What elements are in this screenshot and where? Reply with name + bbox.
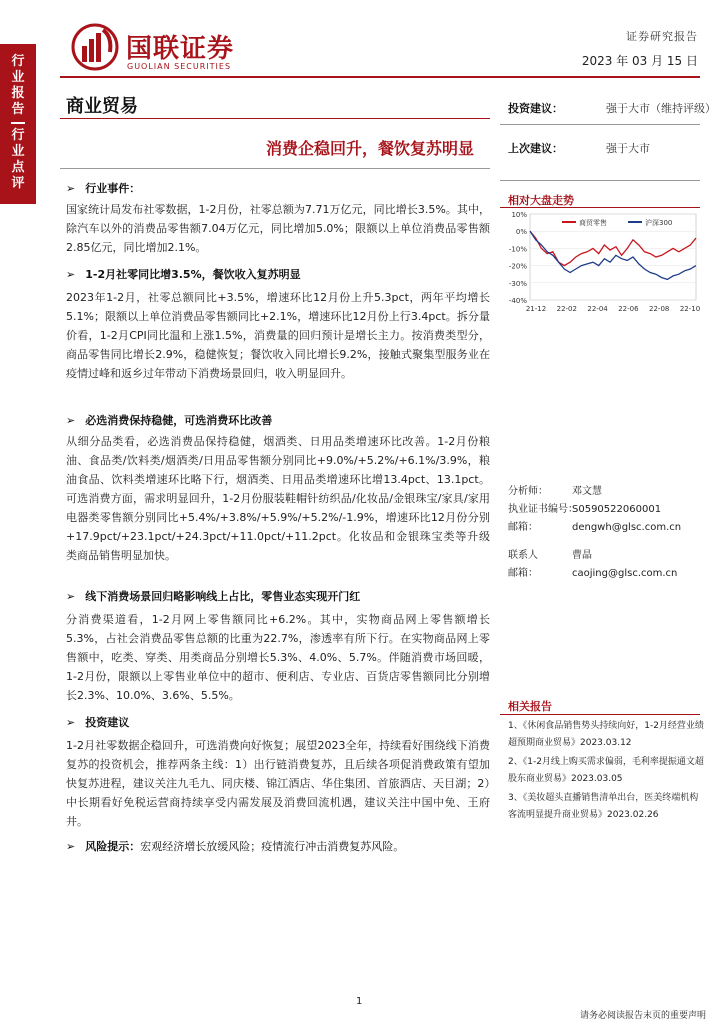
rating-prev-label: 上次建议：: [508, 142, 563, 155]
relative-performance-chart: [500, 208, 700, 318]
chart-y-tick-label: -30%: [508, 279, 527, 288]
analyst-cert-row: 执业证书编号：S0590522060001: [508, 504, 662, 515]
related-divider: [500, 714, 700, 715]
disclaimer-note: 请务必阅读报告末页的重要声明: [579, 1011, 706, 1021]
sidebar-text: 行 业 报 告 行 业 点 评: [11, 54, 25, 191]
related-reports-title: 相关报告: [508, 700, 552, 713]
chart-y-tick-label: -20%: [508, 262, 527, 271]
headline-divider: [60, 168, 490, 169]
chart-y-tick-label: -40%: [508, 297, 527, 305]
chart-x-tick-label: 22-10: [679, 305, 700, 313]
section-heading: ➢ 投资建议: [66, 716, 130, 729]
section-paragraph: 从细分品类看，必选消费品保持稳健，烟酒类、日用品类增速环比改善。1-2月份粮油、食品类/饮料类/烟酒类/日用品零售额分别同比+9.0%/+5.2%/+6.1%/3.9%，粮油食品、饮料类增速环比略下行，烟酒类、日用品类增速环比增13.4pct、13.1pct。可选消费方面，需求明显回升，1-2月份服装鞋帽针纺织品/化妆品/金银珠宝/家具/家用电器类零售额分别同比+5.4%/+3.8%/+5.9%/+5.2%/-1.9%，增速环比12月份分别+17.9pct/+23.1pct/+24.3pct/+11.0pct/+11.2pct。化妆品和金银珠宝类等升级类商品销售明显加快。: [66, 435, 490, 562]
industry-title: 商业贸易: [66, 96, 138, 117]
chart-title: 相对大盘走势: [508, 194, 574, 207]
analyst-name: 邓文慧: [572, 486, 602, 497]
rating-divider: [500, 124, 700, 125]
arrow-bullet-icon: ➢: [66, 716, 76, 729]
report-type: 证券研究报告: [626, 30, 698, 43]
arrow-bullet-icon: ➢: [66, 590, 76, 603]
section-heading: ➢ 行业事件：: [66, 182, 141, 195]
report-headline: 消费企稳回升，餐饮复苏明显: [265, 139, 474, 158]
page-number: 1: [356, 996, 363, 1007]
contact-name: 曹晶: [572, 550, 592, 561]
section-paragraph: 1-2月社零数据企稳回升，可选消费向好恢复；展望2023全年，持续看好围绕线下消费复苏的投资机会，推荐两条主线：1）出行链消费复苏，且后续各项促消费政策有望加快复苏进程，建议关注九毛九、同庆楼、锦江酒店、华住集团、首旅酒店、天目湖；2）中长期看好免税运营商持续享受内需发展及消费回流机遇，建议关注中国中免、王府井。: [66, 739, 490, 828]
chart-x-tick-label: 22-08: [649, 305, 670, 313]
logo-chinese: 国联证券: [126, 34, 235, 64]
chart-x-tick-label: 22-06: [618, 305, 639, 313]
arrow-bullet-icon: ➢: [66, 414, 76, 427]
report-date: 2023 年 03 月 15 日: [581, 54, 698, 68]
arrow-bullet-icon: ➢: [66, 268, 76, 281]
chart-x-tick-label: 21-12: [525, 305, 547, 313]
contact-mail-row: 邮箱： caojing@glsc.com.cn: [508, 568, 678, 579]
header-divider: [60, 76, 700, 78]
arrow-bullet-icon: ➢: [66, 840, 76, 853]
analyst-name-row: 分析师： 邓文慧: [508, 486, 602, 497]
related-report-item[interactable]: 2、《1-2月线上购买需求偏弱，毛利率提振通文超股东商业贸易》2023.03.05: [508, 757, 704, 784]
title-divider: [60, 118, 490, 119]
chart-x-tick-label: 22-02: [556, 305, 577, 313]
section-heading: ➢ 线下消费场景回归略影响线上占比，零售业态实现开门红: [66, 590, 361, 603]
rating-invest-label: 投资建议：: [508, 102, 563, 115]
arrow-bullet-icon: ➢: [66, 182, 76, 195]
section-heading: ➢ 1-2月社零同比增3.5%，餐饮收入复苏明显: [66, 268, 301, 281]
related-report-item[interactable]: 3、《美妆超头直播销售清单出台，医美终端机构客流明显提升商业贸易》2023.02.26: [508, 793, 699, 820]
section-heading: ➢ 风险提示：宏观经济增长放缓风险；疫情流行冲击消费复苏风险。: [66, 840, 405, 853]
chart-x-tick-label: 22-04: [587, 305, 608, 313]
logo-mark-icon: [70, 22, 120, 72]
logo-english: GUOLIAN SECURITIES: [127, 62, 232, 71]
section-paragraph: 2023年1-2月，社零总额同比+3.5%，增速环比12月份上升5.3pct，两年平均增长5.1%；限额以上单位消费品零售额同比+2.1%，增速环比12月份上行3.4pct。拆分量价看，1-2月CPI同比温和上涨1.5%，消费量的回归预计是增长主力。按消费类型分，商品零售同比增长2.9%，稳健恢复；餐饮收入同比增长9.2%，接触式聚集型服务业在疫情过峰和返乡过年带动下消费场景回归，收入明显回升。: [66, 291, 490, 380]
chart-y-tick-label: 10%: [511, 211, 527, 219]
sidebar-separator: [11, 122, 25, 124]
section-paragraph: 分消费渠道看，1-2月网上零售额同比+6.2%。其中，实物商品网上零售额增长5.3%，占社会消费品零售总额的比重为22.7%，渗透率有所下行。在实物商品网上零售额中，吃类、穿类、用类商品分别增长5.3%、4.0%、5.7%。伴随消费市场回暖，1-2月份，限额以上零售业单位中的超市、便利店、专业店、百货店零售额同比分别增长2.3%、10.0%、3.6%、5.5%。: [66, 613, 490, 702]
rating-prev-value: 强于大市: [606, 142, 650, 155]
contact-email[interactable]: caojing@glsc.com.cn: [572, 568, 678, 579]
analyst-mail-row: 邮箱： dengwh@glsc.com.cn: [508, 522, 682, 533]
chart-y-tick-label: 0%: [515, 228, 527, 237]
contact-row: 联系人 曹晶: [508, 550, 592, 561]
rating-divider: [500, 180, 700, 181]
section-paragraph: 国家统计局发布社零数据，1-2月份，社零总额为7.71万亿元，同比增长3.5%。其中，除汽车以外的消费品零售额7.04万亿元，同比增加5.0%；限额以上单位消费品零售额2.85亿元，同比增加2.1%。: [66, 203, 490, 254]
sidebar: [0, 0, 36, 1024]
section-heading: ➢ 必选消费保持稳健，可选消费环比改善: [66, 414, 273, 427]
chart-legend-label: 商贸零售: [579, 219, 607, 227]
rating-invest-value: 强于大市（维持评级）: [606, 102, 716, 115]
analyst-email[interactable]: dengwh@glsc.com.cn: [572, 522, 682, 533]
company-logo: [70, 22, 270, 78]
related-report-item[interactable]: 1、《休闲食品销售势头持续向好，1-2月经营业绩超预期商业贸易》2023.03.12: [508, 721, 704, 748]
chart-legend-label: 沪深300: [645, 219, 673, 227]
chart-y-tick-label: -10%: [508, 245, 527, 254]
analyst-cert: S0590522060001: [572, 504, 662, 515]
